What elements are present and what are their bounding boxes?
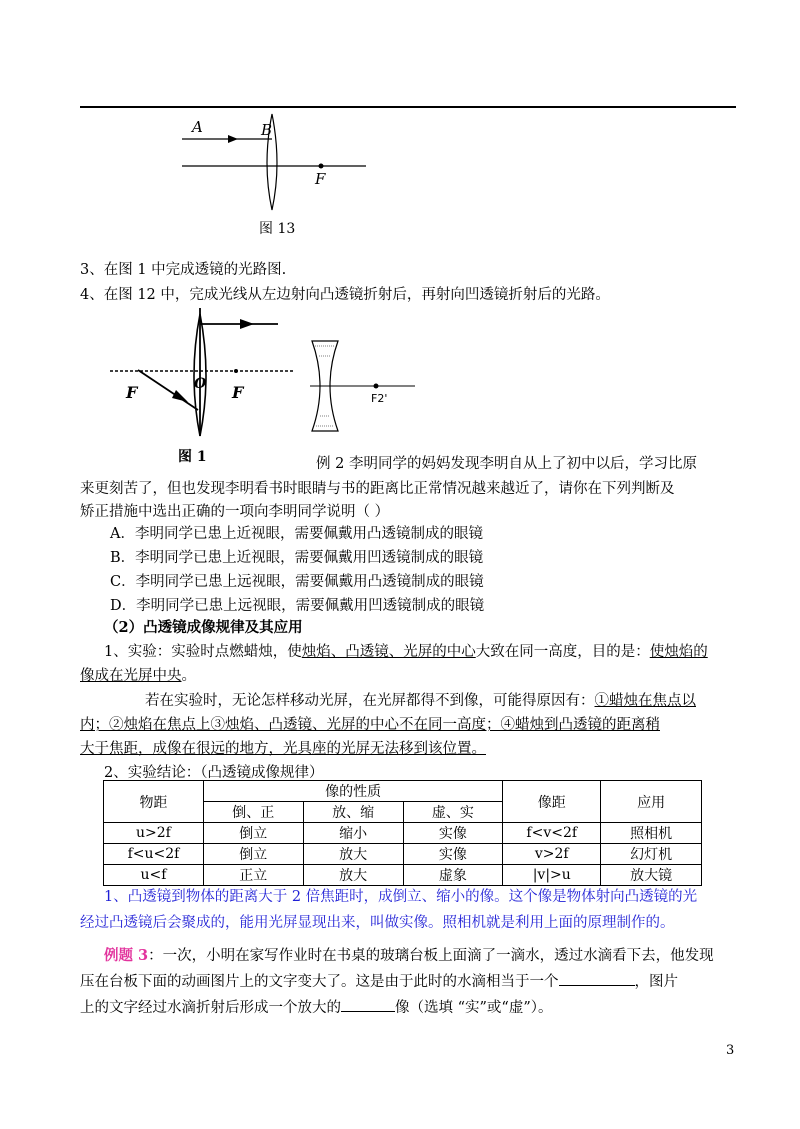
table-cell: u<f — [104, 865, 204, 886]
header-object-distance: 物距 — [104, 781, 204, 823]
experiment-end: 。 — [181, 668, 196, 684]
table-cell: u>2f — [104, 823, 204, 844]
example3-line2 — [80, 970, 678, 991]
figure1-arrowhead-top — [240, 319, 254, 329]
example2-line2: 来更刻苦了，但也发现李明看书时眼睛与书的距离比正常情况越来越近了，请你在下列判断及 — [80, 481, 675, 497]
header-application: 应用 — [601, 781, 702, 823]
header-rule — [80, 106, 736, 108]
figure1-arrowhead-left — [172, 390, 188, 402]
figure-13-caption: 图 13 — [259, 221, 296, 237]
figure13-label-b: B — [261, 121, 273, 139]
figure1-label-f2: F2' — [371, 392, 388, 405]
table-cell: 正立 — [203, 865, 303, 886]
experiment-mid: 大致在同一高度，目的是： — [475, 644, 650, 660]
blue-note-line1: 1、凸透镜到物体的距离大于 2 倍焦距时，成倒立、缩小的像。这个像是物体射向凸透镜的光 — [104, 889, 698, 905]
table-cell: 放大 — [303, 865, 403, 886]
table-cell: 幻灯机 — [601, 844, 702, 865]
header-size: 放、缩 — [303, 802, 403, 823]
example2-option-b: B．李明同学已患上近视眼，需要佩戴用凹透镜制成的眼镜 — [110, 550, 484, 566]
example2-line3: 矫正措施中选出正确的一项向李明同学说明（ ） — [80, 504, 390, 520]
example2-option-c: C．李明同学已患上远视眼，需要佩戴用凸透镜制成的眼镜 — [110, 574, 484, 590]
example3-line1 — [104, 944, 714, 965]
figure13-label-a: A — [192, 118, 203, 136]
example3-blank-2[interactable] — [341, 997, 395, 1012]
experiment-prefix: 1、实验：实验时点燃蜡烛，使 — [104, 644, 302, 660]
table-cell: 放大 — [303, 844, 403, 865]
figure1-focus-dot-f2 — [374, 384, 379, 389]
figure1-label-f-left: F — [126, 383, 138, 402]
figure13-label-f: F — [315, 170, 326, 188]
example2-option-a: A．李明同学已患上近视眼，需要佩戴用凸透镜制成的眼镜 — [110, 526, 483, 542]
figure1-ray-left — [138, 370, 198, 410]
example3-text3a: 上的文字经过水滴折射后形成一个放大的 — [80, 1000, 341, 1016]
figure1-focus-dot-right — [234, 369, 238, 373]
failure-underline-1: ①蜡烛在焦点以 — [594, 693, 696, 709]
table-cell: 倒立 — [203, 844, 303, 865]
example3-blank-1[interactable] — [559, 971, 635, 986]
table-cell: f<v<2f — [503, 823, 601, 844]
figure13-arrowhead — [228, 135, 238, 143]
table-row — [104, 823, 702, 844]
table-cell: 实像 — [403, 844, 503, 865]
blue-note-line2: 经过凸透镜后会聚成的，能用光屏显现出来，叫做实像。照相机就是利用上面的原理制作的。 — [80, 915, 675, 931]
figure13-focus-dot — [319, 164, 324, 169]
example3-line3 — [80, 996, 553, 1017]
table-cell: 虚象 — [403, 865, 503, 886]
experiment-underline-2: 使烛焰的 — [649, 644, 708, 660]
example3-text3b: 像（选填 “实”或“虚”）。 — [395, 1000, 553, 1016]
figure-1-diagram — [110, 306, 420, 461]
example3-text2a: 压在台板下面的动画图片上的文字变大了。这是由于此时的水滴相当于一个 — [80, 974, 559, 990]
figure-1-caption: 图 1 — [178, 449, 207, 465]
question-3: 3、在图 1 中完成透镜的光路图. — [80, 262, 287, 278]
experiment-line1 — [104, 640, 708, 661]
figure1-label-f-right: F — [232, 383, 244, 402]
table-cell: f<u<2f — [104, 844, 204, 865]
table-row — [104, 865, 702, 886]
table-cell: 放大镜 — [601, 865, 702, 886]
table-cell: 实像 — [403, 823, 503, 844]
experiment-underline-1: 烛焰、凸透镜、光屏的中心 — [301, 644, 476, 660]
header-orientation: 倒、正 — [203, 802, 303, 823]
failure-line1 — [145, 689, 696, 710]
table-cell: 缩小 — [303, 823, 403, 844]
example3-text1: ：一次，小明在家写作业时在书桌的玻璃台板上面滴了一滴水，透过水滴看下去，他发现 — [148, 948, 714, 964]
example3-text2b: ，图片 — [634, 974, 678, 990]
header-real-virtual: 虚、实 — [403, 802, 503, 823]
experiment-underline-3: 像成在光屏中央 — [80, 668, 182, 684]
figure-13-diagram — [170, 112, 380, 212]
table-cell: |v|>u — [503, 865, 601, 886]
failure-prefix: 若在实验时，无论怎样移动光屏，在光屏都得不到像，可能得原因有： — [145, 693, 595, 709]
table-cell: 倒立 — [203, 823, 303, 844]
failure-line2: 内；②烛焰在焦点上③烛焰、凸透镜、光屏的中心不在同一高度；④蜡烛到凸透镜的距离稍 — [80, 717, 660, 733]
figure1-label-o: O — [194, 376, 207, 392]
table-cell: v>2f — [503, 844, 601, 865]
imaging-rules-table — [103, 780, 702, 886]
page-number: 3 — [726, 1043, 735, 1058]
failure-line3: 大于焦距，成像在很远的地方，光具座的光屏无法移到该位置。 — [80, 741, 486, 757]
example2-line1: 例 2 李明同学的妈妈发现李明自从上了初中以后，学习比原 — [316, 456, 697, 472]
question-4: 4、在图 12 中，完成光线从左边射向凸透镜折射后，再射向凹透镜折射后的光路。 — [80, 287, 610, 303]
header-image-nature: 像的性质 — [203, 781, 502, 802]
experiment-line2 — [80, 664, 196, 685]
table-cell: 照相机 — [601, 823, 702, 844]
conclusion-line: 2、实验结论：（凸透镜成像规律） — [104, 765, 324, 781]
section2-heading: （2）凸透镜成像规律及其应用 — [104, 619, 303, 636]
example3-label: 例题 3 — [104, 947, 149, 964]
header-image-distance: 像距 — [503, 781, 601, 823]
example2-option-d: D．李明同学已患上远视眼，需要佩戴用凹透镜制成的眼镜 — [110, 598, 485, 614]
table-row — [104, 844, 702, 865]
